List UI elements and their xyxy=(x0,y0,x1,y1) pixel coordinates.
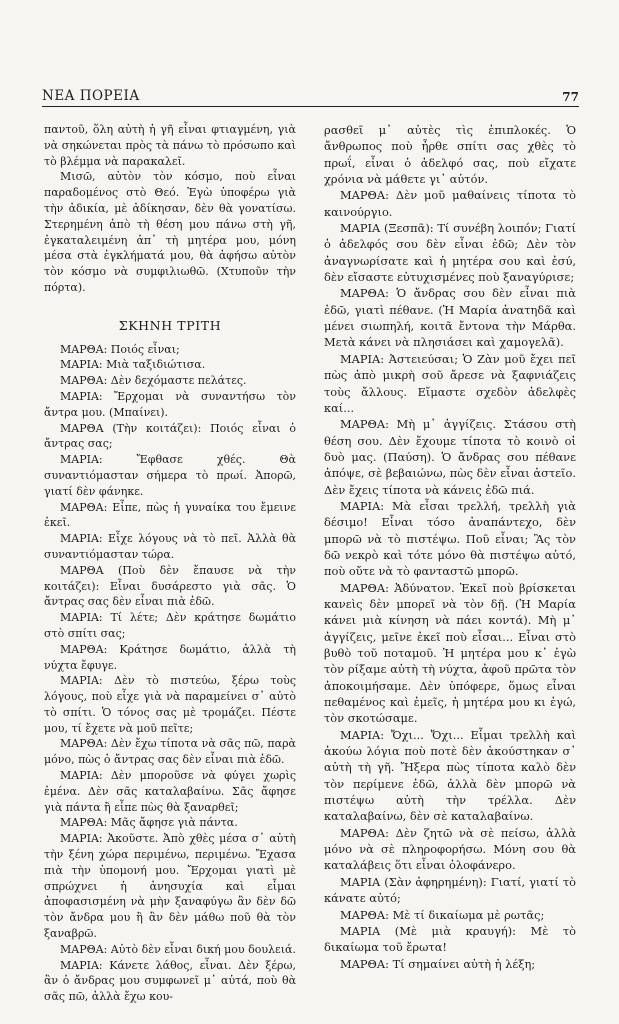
text-paragraph: ΜΑΡΘΑ (Τὴν κοιτάζει): Ποιός εἶναι ὁ ἄντρας σας; xyxy=(44,421,296,451)
text-paragraph: ΜΑΡΘΑ (Ποὺ δὲν ἔπαυσε νὰ τὴν κοιτάζει): Εἶναι δυσάρεστο γιὰ σᾶς. Ὁ ἄντρας σας δὲν εἶναι πιὰ ἐδῶ. xyxy=(44,563,296,609)
text-paragraph: ΜΑΡΙΑ (Μὲ μιὰ κραυγή): Μὲ τὸ δικαίωμα τοῦ ἔρωτα! xyxy=(324,923,576,955)
text-paragraph: ΜΑΡΘΑ: Αὐτὸ δὲν εἶναι δική μου δουλειά. xyxy=(60,942,296,956)
text-paragraph: ΜΑΡΙΑ: Μιὰ ταξιδιώτισα. xyxy=(60,358,206,372)
text-paragraph: ΜΑΡΙΑ: Δὲν μποροῦσε νὰ φύγει χωρὶς ἐμένα. Δὲν σᾶς καταλαβαίνω. Σᾶς ἄφησε γιὰ πάντα ἢ εἶπε πὼς θὰ ξαναρθεῖ; xyxy=(44,769,296,814)
text-paragraph: ΜΑΡΘΑ: Τί σημαίνει αὐτὴ ἡ λέξη; xyxy=(340,956,536,971)
text-paragraph: ΜΑΡΙΑ: Εἶχε λόγους νὰ τὸ πεῖ. Ἀλλὰ θὰ συναντιόμασταν τώρα. xyxy=(44,532,296,561)
text-paragraph: ΜΑΡΘΑ: Ἀδύνατον. Ἐκεῖ ποὺ βρίσκεται κανεὶς δὲν μπορεῖ νὰ τὸν δῇ. (Ἡ Μαρία κάνει μιὰ κίνηση νὰ πάει κοντά). Μὴ μ᾽ ἀγγίζεις, μεῖνε ἐκεῖ ποὺ εἶσαι... Εἶναι στὸ βυθὸ τοῦ ποταμοῦ. Ἡ μητέρα μου κ᾽ ἐγὼ τὸν ρίξαμε αὐτὴ τὴ νύχτα, ἀφοῦ πρῶτα τὸν ἀποκοιμήσαμε. Δὲν ὑπόφερε, ὅμως εἶναι πεθαμένος καὶ ἐμεῖς, ἡ μητέρα μου κι ἐγώ, τὸν σκοτώσαμε. xyxy=(324,580,576,726)
text-paragraph: ΜΑΡΘΑ: Ποιός εἶναι; xyxy=(60,342,180,356)
text-paragraph: ΜΑΡΘΑ: Μᾶς ἄφησε γιὰ πάντα. xyxy=(60,816,238,830)
text-paragraph: ΜΑΡΘΑ: Δὲν μοῦ μαθαίνεις τίποτα τὸ καινούργιο. xyxy=(324,188,576,219)
text-paragraph: Μισῶ, αὐτὸν τὸν κόσμο, ποὺ εἶναι παραδομένος στὸ Θεό. Ἐγὼ ὑποφέρω γιὰ τὴν ἀδικία, μὲ ἀδίκησαν, δὲν θὰ γονατίσω. Στερημένη ἀπὸ τὴ θέση μου πάνω στὴ γῆ, ἐγκαταλειμένη ἀπ᾽ τὴ μητέρα μου, μόνη μέσα στὰ ἐγκλήματά μου, θὰ ἀφήσω αὐτὸν τὸν κόσμο νὰ συμφιλιωθῶ. (Χτυποῦν τὴν πόρτα). xyxy=(44,170,296,294)
text-paragraph: ΜΑΡΘΑ: Μὴ μ᾽ ἀγγίζεις. Στάσου στὴ θέση σου. Δὲν ἔχουμε τίποτα τὸ κοινὸ οἱ δυὸ μας. (Παύση). Ὁ ἄνδρας σου πέθανε ἀπόψε, σὲ βεβαιώνω, πὼς δὲν εἶναι ἀστεῖο. Δὲν ἔχεις τίποτα νὰ κάνεις ἐδῶ πιά. xyxy=(324,417,576,497)
text-paragraph: ΜΑΡΘΑ: Δὲν ζητῶ νὰ σὲ πείσω, ἀλλὰ μόνο νὰ σὲ πληροφορήσω. Μόνη σου θὰ καταλάβεις ὅτι εἶναι ὀλοφάνερο. xyxy=(324,825,576,873)
text-paragraph: ρασθεῖ μ᾽ αὐτὲς τὶς ἐπιπλοκές. Ὁ ἄνθρωπος ποὺ ἦρθε σπίτι σας χθὲς τὸ πρωΐ, εἶναι ὁ ἀδελφό σας, ποὺ εἴχατε χρόνια νὰ μάθετε γι᾽ αὐτόν. xyxy=(324,123,576,187)
text-paragraph: ΜΑΡΙΑ (Σὰν ἀφηρημένη): Γιατί, γιατί τὸ κάνατε αὐτό; xyxy=(324,874,576,906)
page-number: 77 xyxy=(562,90,579,104)
right-column xyxy=(324,122,576,972)
text-paragraph: ΜΑΡΙΑ: Δὲν τὸ πιστεύω, ξέρω τοὺς λόγους, ποὺ εἶχε γιὰ νὰ παραμείνει σ᾽ αὐτὸ τὸ σπίτι. Ὁ τόνος σας μὲ τρομάζει. Πέστε μου, τί ἔχετε νὰ μοῦ πεῖτε; xyxy=(44,674,296,735)
text-paragraph: ΜΑΡΙΑ: Ἀστειεύσαι; Ὁ Ζὰν μοῦ ἔχει πεῖ πὼς ἀπὸ μικρὴ σοῦ ἄρεσε νὰ ξαφνιάζεις τοὺς ἄλλους. Εἴμαστε σχεδὸν ἀδελφὲς καί... xyxy=(324,351,576,415)
text-paragraph: ΜΑΡΙΑ: Ἀκοῦστε. Ἀπὸ χθὲς μέσα σ᾽ αὐτὴ τὴν ξένη χώρα περιμένω, περιμένω. Ἔχασα πιὰ τὴν ὑπομονή μου. Ἔρχομαι γιατὶ μὲ σπρώχνει ἡ ἀνησυχία καὶ εἶμαι ἀποφασισμένη νὰ μὴν ξαναφύγω ἂν δὲν δῶ τὸν ἄνδρα μου ἢ ἂν δὲν μάθω ποῦ θὰ τὸν ξαναβρῶ. xyxy=(44,832,296,941)
text-paragraph: ΜΑΡΙΑ: Ἔρχομαι νὰ συναντήσω τὸν ἄντρα μου. (Μπαίνει). xyxy=(44,389,296,419)
text-paragraph: ΜΑΡΙΑ: Ἔφθασε χθές. Θὰ συναντιόμασταν σήμερα τὸ πρωί. Ἀπορῶ, γιατί δὲν φάνηκε. xyxy=(44,453,296,498)
text-paragraph: ΜΑΡΙΑ: Κάνετε λάθος, εἶναι. Δὲν ξέρω, ἂν ὁ ἄνδρας μου συμφωνεῖ μ᾽ αὐτά, ποὺ θὰ σᾶς πῶ, ἀλλὰ ἔχω κου- xyxy=(44,958,296,1004)
text-paragraph: ΜΑΡΙΑ: Μὰ εἶσαι τρελλή, τρελλὴ γιὰ δέσιμο! Εἶναι τόσο ἀναπάντεχο, δὲν μπορῶ νὰ τὸ πιστέψω. Ποῦ εἶναι; Ἂς τὸν δῶ νεκρὸ καὶ τότε μόνο θὰ πιστέψω αὐτό, ποὺ οὔτε νὰ τὸ φανταστῶ μπορῶ. xyxy=(324,498,576,579)
text-paragraph: παντοῦ, ὅλη αὐτὴ ἡ γῆ εἶναι φτιαγμένη, γιὰ νὰ σηκώνεται πρὸς τὰ πάνω τὸ πρόσωπο καὶ τὸ βλέμμα νὰ παρακαλεῖ. xyxy=(44,123,296,168)
text-paragraph: ΜΑΡΙΑ: Ὄχι... Ὄχι... Εἶμαι τρελλὴ καὶ ἀκούω λόγια ποὺ ποτὲ δὲν ἀκούστηκαν σ᾽ αὐτὴ τὴ γῆ. Ἤξερα πὼς τίποτα καλὸ δὲν τὸν περίμενε ἐδῶ, ἀλλὰ δὲν μπορῶ νὰ πιστέψω αὐτὴ τὴν τρέλλα. Δὲν καταλαβαίνω, δὲν σὲ καταλαβαίνω. xyxy=(324,727,576,824)
text-paragraph: ΜΑΡΘΑ: Κράτησε δωμάτιο, ἀλλὰ τὴ νύχτα ἔφυγε. xyxy=(44,642,296,672)
journal-title: ΝΕΑ ΠΟΡΕΙΑ xyxy=(42,88,140,104)
text-paragraph: ΜΑΡΙΑ: Τί λέτε; Δὲν κράτησε δωμάτιο στὸ σπίτι σας; xyxy=(44,611,296,640)
scene-title: ΣΚΗΝΗ ΤΡΙΤΗ xyxy=(118,317,222,333)
left-column xyxy=(44,122,296,1005)
text-paragraph: ΜΑΡΘΑ: Δὲν ἔχω τίποτα νὰ σᾶς πῶ, παρὰ μόνο, πὼς ὁ ἄντρας σας δὲν εἶναι πιὰ ἐδῶ. xyxy=(44,737,296,767)
running-header xyxy=(42,82,579,107)
text-paragraph: ΜΑΡΘΑ: Ὁ ἄνδρας σου δὲν εἶναι πιὰ ἐδῶ, γιατὶ πέθανε. (Ἡ Μαρία ἀνατηδᾶ καὶ μένει σιωπηλή, κοιτᾶ ἔντονα τὴν Μάρθα. Μετὰ κάνει νὰ πλησιάσει καὶ χαμογελᾶ). xyxy=(324,286,576,350)
text-paragraph: ΜΑΡΘΑ: Δὲν δεχόμαστε πελάτες. xyxy=(60,374,247,388)
text-paragraph: ΜΑΡΙΑ (Ξεσπᾶ): Τί συνέβη λοιπόν; Γιατί ὁ ἀδελφός σου δὲν εἶναι ἐδῶ; Δὲν τὸν ἀναγνωρίσατε καὶ ἡ μητέρα σου καὶ ἐσύ, δὲν εἴσαστε εὐτυχισμένες ποὺ ξαναγύρισε; xyxy=(324,221,576,285)
text-paragraph: ΜΑΡΘΑ: Εἶπε, πὼς ἡ γυναίκα του ἔμεινε ἐκεῖ. xyxy=(44,500,296,530)
text-paragraph: ΜΑΡΘΑ: Μὲ τί δικαίωμα μὲ ρωτᾶς; xyxy=(340,907,545,922)
